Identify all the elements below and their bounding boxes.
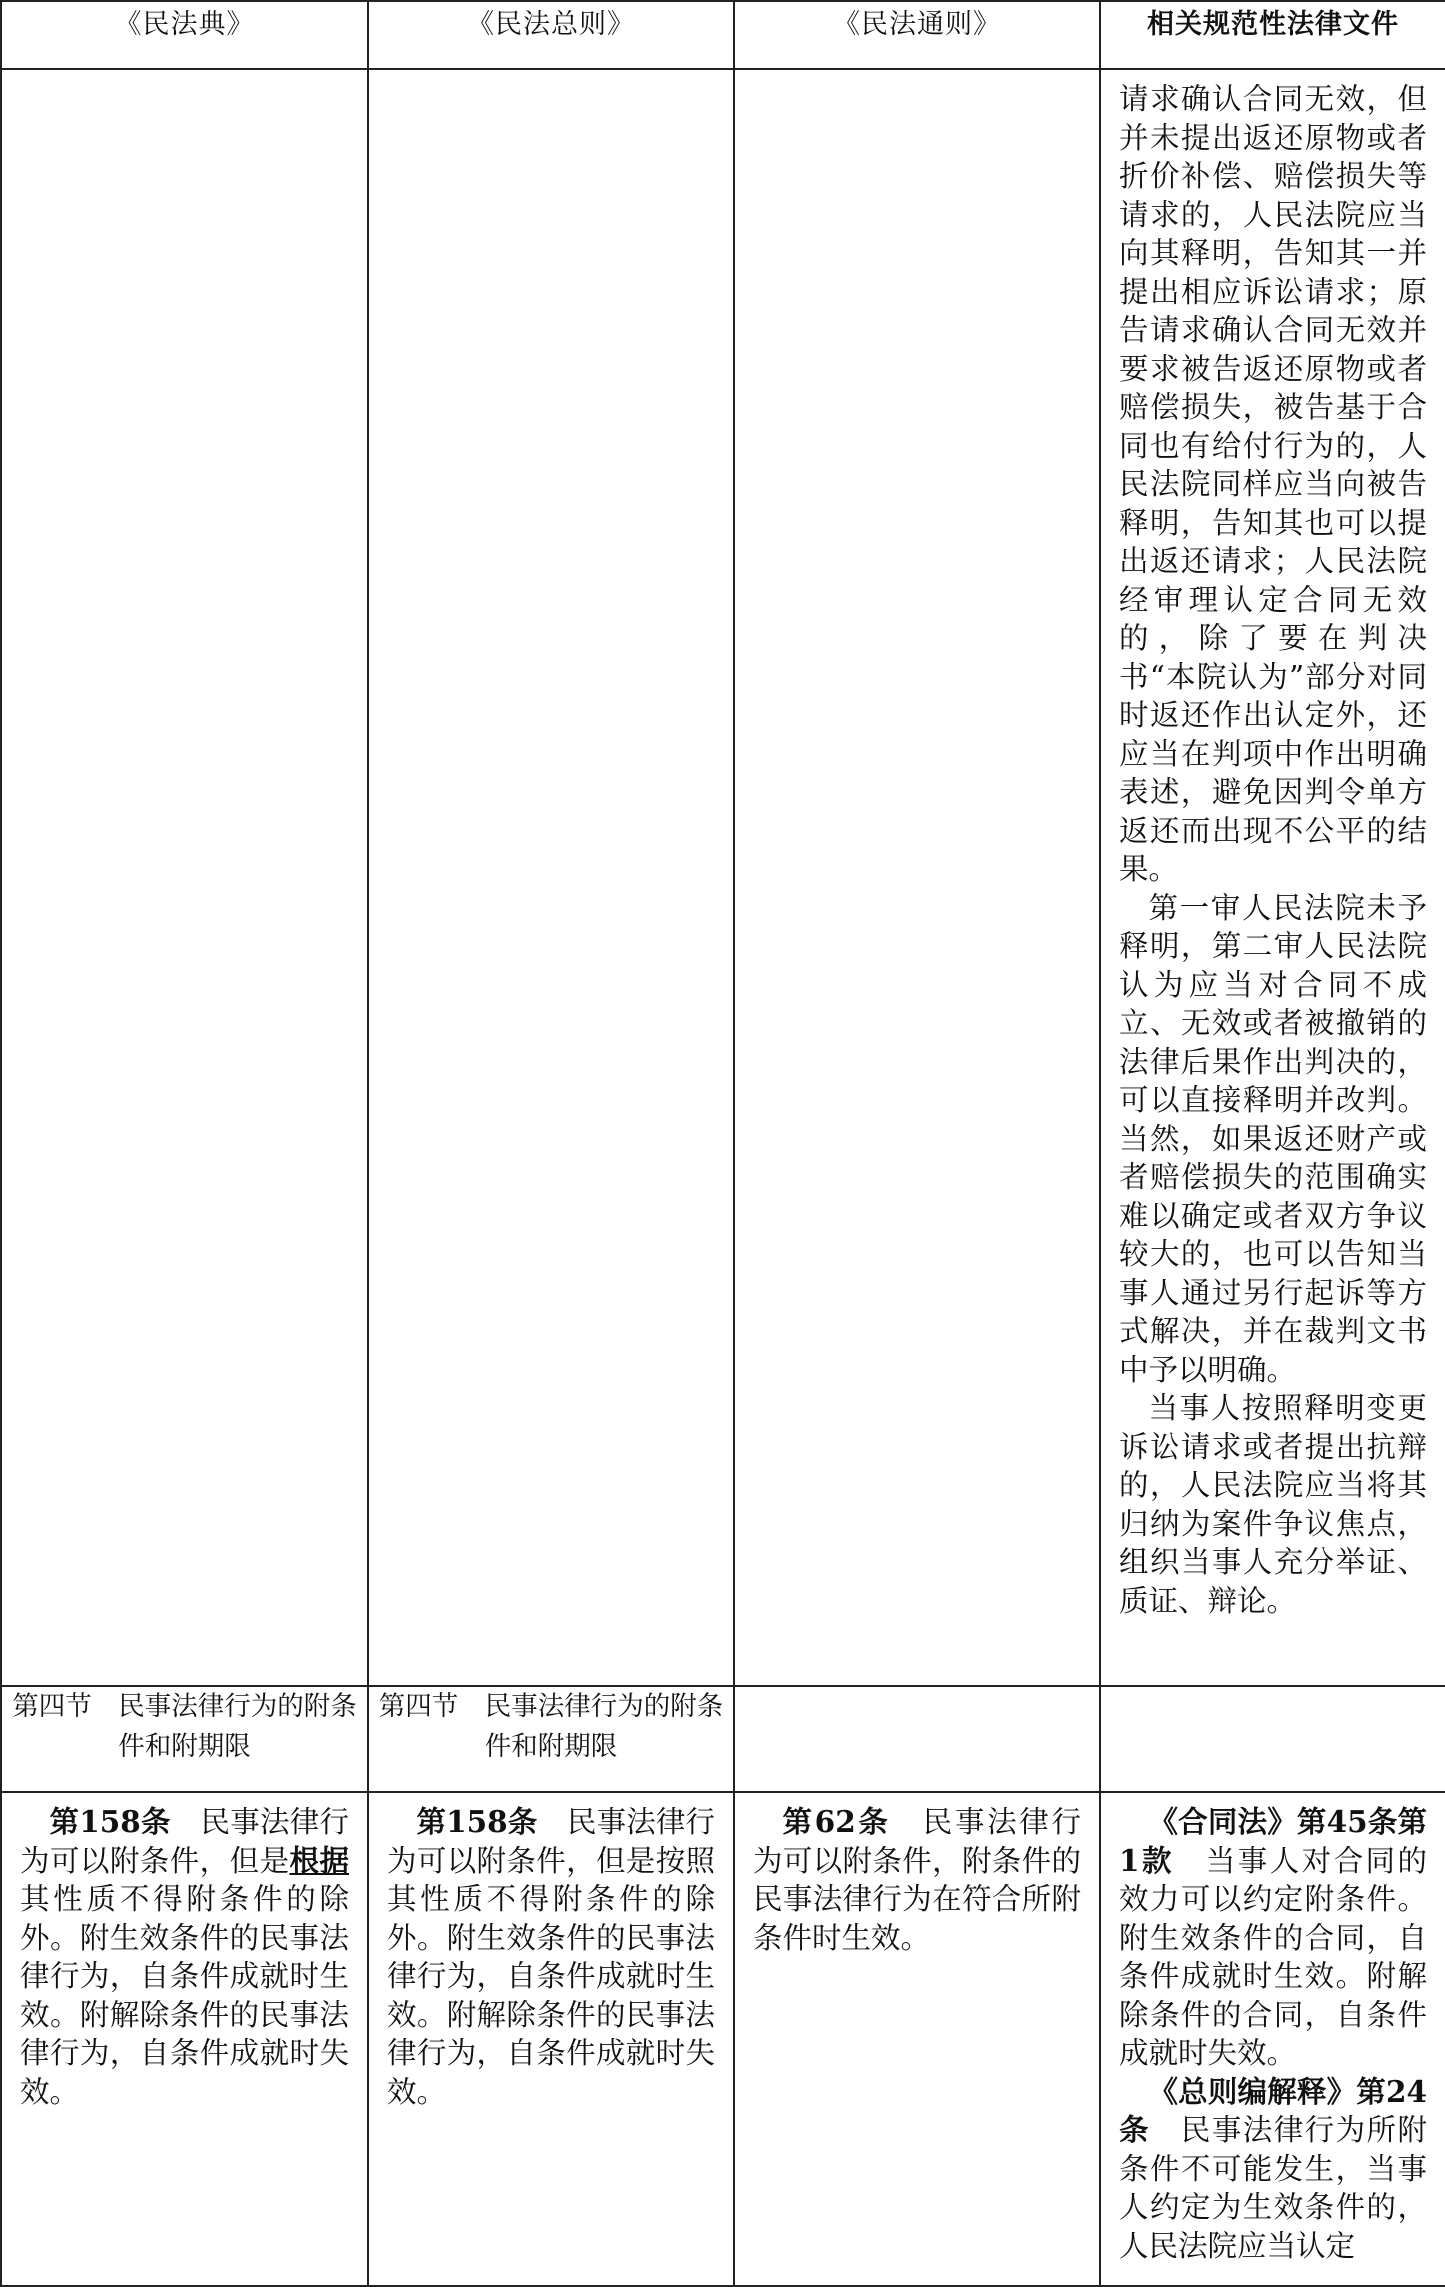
article-text: 民事法律行为可以附条件，但是 <box>20 1805 349 1878</box>
cell-empty <box>1 69 368 1686</box>
cell-general-provisions-article <box>368 1792 734 2286</box>
article-text: 民事法律行为可以附条件，附条件的民事法律行为在符合所附条件时生效。 <box>753 1805 1081 1955</box>
cell-empty <box>734 1686 1100 1792</box>
header-civil-code: 《民法典》 <box>1 1 368 69</box>
paragraph: 请求确认合同无效，但并未提出返还原物或者折价补偿、赔偿损失等请求的，人民法院应当向其释明，告知其一并提出相应诉讼请求；原告请求确认合同无效并要求被告返还原物或者赔偿损失，被告基于合同也有给付行为的，人民法院同样应当向被告释明，告知其也可以提出返还请求；人民法院经审理认定合同无效的，除了要在判决书“本院认为”部分对同时返还作出认定外，还应当在判项中作出明确表述，避免因判令单方返还而出现不公平的结果。 <box>1119 82 1427 886</box>
reference-title: 《总则编解释》第24条 <box>1119 2073 1427 2147</box>
article-number: 第158条 <box>49 1804 171 1839</box>
table-row <box>1 1792 1445 2286</box>
reference-text: 当事人对合同的效力可以约定附条件。附生效条件的合同，自条件成就时生效。附解除条件的合同，自条件成就时失效。 <box>1119 1843 1427 2070</box>
cell-empty <box>1100 1686 1445 1792</box>
reference-title: 《合同法》第45条第1款 <box>1119 1804 1427 1878</box>
article-text: 民事法律行为可以附条件，但是按照其性质不得附条件的除外。附生效条件的民事法律行为，自条件成就时生效。附解除条件的民事法律行为，自条件成就时失效。 <box>387 1805 715 2109</box>
section-heading: 第四节 民事法律行为的附条件和附期限 <box>368 1686 734 1792</box>
reference-paragraph <box>1119 1803 1427 2073</box>
cell-general-principles-article <box>734 1792 1100 2286</box>
header-general-principles: 《民法通则》 <box>734 1 1100 69</box>
cell-empty <box>734 69 1100 1686</box>
cell-empty <box>368 69 734 1686</box>
article-paragraph <box>387 1803 715 2111</box>
article-number: 第158条 <box>416 1804 538 1839</box>
table-header-row <box>1 1 1445 69</box>
section-heading: 第四节 民事法律行为的附条件和附期限 <box>1 1686 368 1792</box>
cell-civil-code-article <box>1 1792 368 2286</box>
article-paragraph <box>20 1803 349 2111</box>
article-text: 其性质不得附条件的除外。附生效条件的民事法律行为，自条件成就时生效。附解除条件的民事法律行为，自条件成就时失效。 <box>20 1882 349 2109</box>
reference-paragraph <box>1119 2073 1427 2266</box>
reference-text: 民事法律行为所附条件不可能发生，当事人约定为生效条件的，人民法院应当认定 <box>1119 2113 1427 2263</box>
paragraph: 当事人按照释明变更诉讼请求或者提出抗辩的，人民法院应当将其归纳为案件争议焦点，组织当事人充分举证、质证、辩论。 <box>1119 1391 1427 1618</box>
header-related-documents: 相关规范性法律文件 <box>1100 1 1445 69</box>
article-paragraph <box>753 1803 1081 1957</box>
underlined-change: 根据 <box>289 1842 349 1878</box>
table-row <box>1 69 1445 1686</box>
article-number: 第62条 <box>782 1804 891 1839</box>
cell-related-text <box>1100 69 1445 1686</box>
header-general-provisions: 《民法总则》 <box>368 1 734 69</box>
section-heading-row <box>1 1686 1445 1792</box>
cell-related-references <box>1100 1792 1445 2286</box>
paragraph: 第一审人民法院未予释明，第二审人民法院认为应当对合同不成立、无效或者被撤销的法律后果作出判决的，可以直接释明并改判。当然，如果返还财产或者赔偿损失的范围确实难以确定或者双方争议较大的，也可以告知当事人通过另行起诉等方式解决，并在裁判文书中予以明确。 <box>1119 890 1427 1387</box>
